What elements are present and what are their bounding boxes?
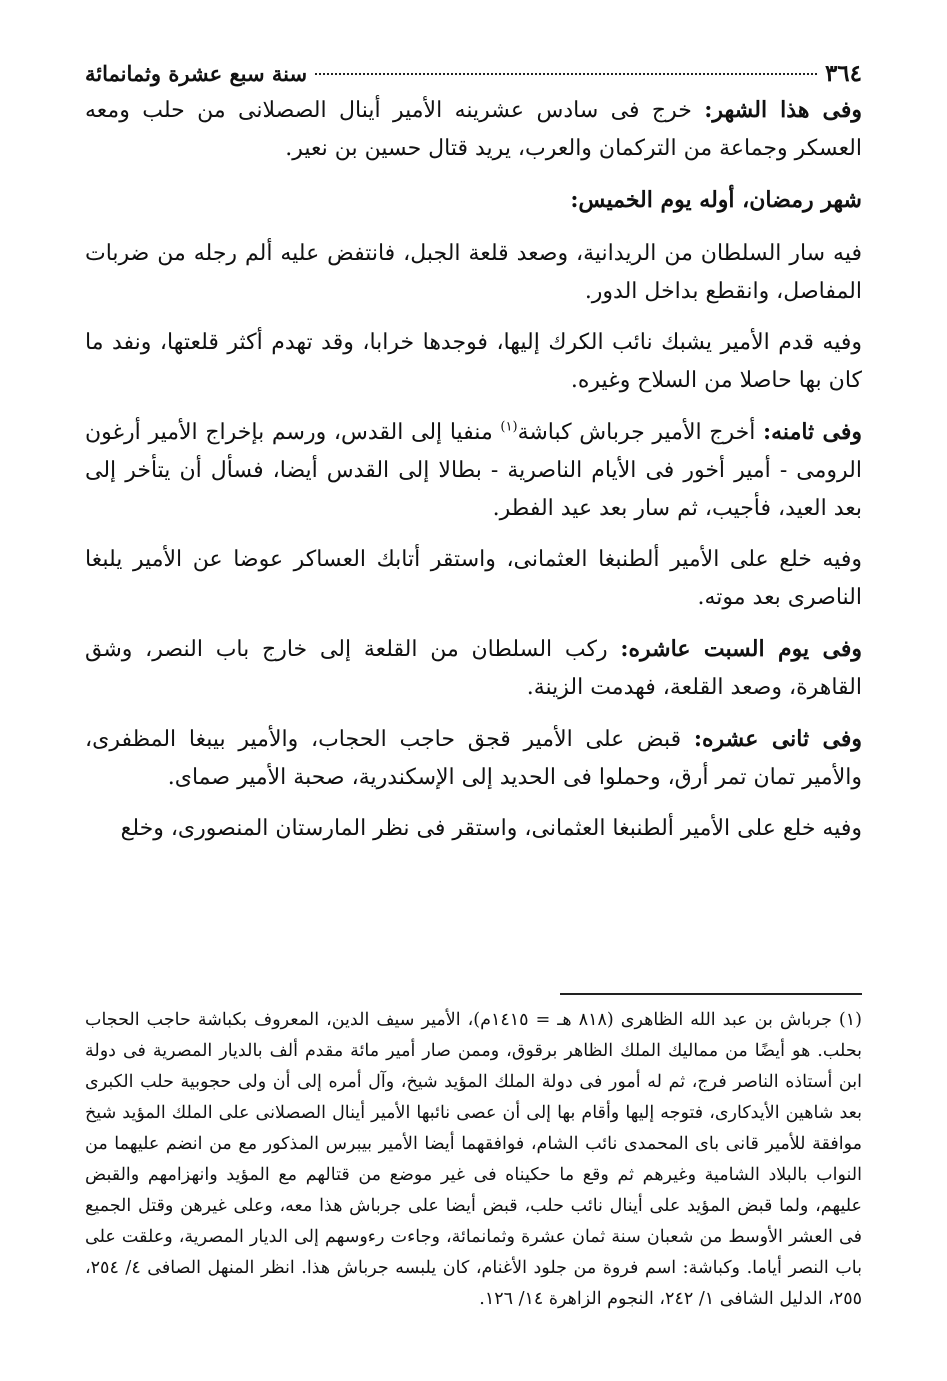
paragraph <box>85 720 862 797</box>
paragraph <box>85 630 862 707</box>
running-head <box>85 60 862 91</box>
paragraph <box>85 810 862 848</box>
footnote-rule <box>560 993 862 995</box>
paragraph-text: منفيا إلى القدس، ورسم بإخراج الأمير أرغون الرومى - أمير أخور فى الأيام الناصرية - بطالا إلى القدس أيضا، فسأل أن يتأخر إلى بعد العيد، فأجيب، ثم سار بعد عيد الفطر. <box>85 420 862 521</box>
paragraph-text: وفيه قدم الأمير يشبك نائب الكرك إليها، فوجدها خرابا، وقد تهدم أكثر قلعتها، ونفد ما كان بها حاصلا من السلاح وغيره. <box>85 330 862 393</box>
running-title: سنة سبع عشرة وثمانمائة <box>85 61 308 86</box>
paragraph-text: قبض على الأمير قجق حاجب الحجاب، والأمير بيبغا المظفرى، والأمير تمان تمر أرق، وحملوا فى الحديد إلى الإسكندرية، صحبة الأمير صماى. <box>85 727 862 790</box>
paragraph-text: ركب السلطان من القلعة إلى خارج باب النصر، وشق القاهرة، وصعد القلعة، فهدمت الزينة. <box>85 637 862 700</box>
paragraph <box>85 324 862 400</box>
paragraph-lead: وفى ثانى عشره: <box>693 726 863 752</box>
footnote: (١) جرباش بن عبد الله الظاهرى (٨١٨ هـ = ١٤١٥م)، الأمير سيف الدين، المعروف بكباشة حاجب الحجاب بحلب. هو أيضًا من مماليك الملك الظاهر برقوق، وممن صار أمير مائة مقدم ألف بالديار المصرية فى دولة ابن أستاذه الناصر فرج، ثم له أمور فى دولة الملك المؤيد شيخ، وآل أمره إلى أن ولى حجوبية حلب الكبرى بعد شاهين الأيدكارى، فتوجه إليها وأقام بها إلى أن عصى نائبها الأمير أينال الصصلانى على الملك المؤيد شيخ موافقة للأمير قانى باى المحمدى نائب الشام، فوافقهما أيضا الأمير بيبرس المذكور مع من انضم عليهما من النواب بالبلاد الشامية وغيرهم ثم وقع ما حكيناه فى غير موضع من قتالهم مع المؤيد وانهزامهم والقبض عليهم، ولما قبض المؤيد على أينال نائب حلب، قبض أيضا على جرباش هذا معه، وعلى غيرهن وقتل الجميع فى العشر الأوسط من شعبان سنة ثمان عشرة وثمانمائة، وجاءت رءوسهم إلى الديار المصرية، وعلقت على باب النصر أياما. وكباشة: اسم فروة من جلود الأغنام، كان يلبسه جرباش هذا. انظر المنهل الصافى ٤/ ٢٥٤، ٢٥٥، الدليل الشافى ١/ ٢٤٢، النجوم الزاهرة ١٤/ ١٢٦. <box>85 1010 863 1309</box>
paragraph-text: وفيه خلع على الأمير ألطنبغا العثمانى، واستقر أتابك العساكر عوضا عن الأمير يلبغا الناصرى بعد موته. <box>85 547 862 610</box>
footnote-reference[interactable]: (١) <box>500 419 518 435</box>
page-number: ٣٦٤ <box>824 60 862 87</box>
paragraph <box>85 541 862 617</box>
month-heading: شهر رمضان، أوله يوم الخميس: <box>570 187 862 213</box>
paragraph-lead: وفى ثامنه: <box>763 419 862 445</box>
paragraph-text: خرج فى سادس عشرينه الأمير أينال الصصلانى من حلب ومعه العسكر وجماعة من التركمان والعرب، يريد قتال حسين بن نعير. <box>85 98 862 161</box>
paragraph <box>85 91 862 168</box>
paragraph-lead: وفى يوم السبت عاشره: <box>620 636 863 662</box>
paragraph-text: أخرج الأمير جرباش كباشة <box>517 420 764 445</box>
leader-dots <box>315 73 817 75</box>
paragraph-lead: وفى هذا الشهر: <box>704 97 862 123</box>
paragraph <box>85 235 862 311</box>
body-text <box>85 91 862 971</box>
paragraph-text: وفيه خلع على الأمير ألطنبغا العثمانى، واستقر فى نظر المارستان المنصورى، وخلع <box>120 816 862 841</box>
paragraph-text: فيه سار السلطان من الريدانية، وصعد قلعة الجبل، فانتفض عليه ألم رجله من ضربات المفاصل، وانقطع بداخل الدور. <box>85 241 862 304</box>
paragraph <box>85 413 862 528</box>
